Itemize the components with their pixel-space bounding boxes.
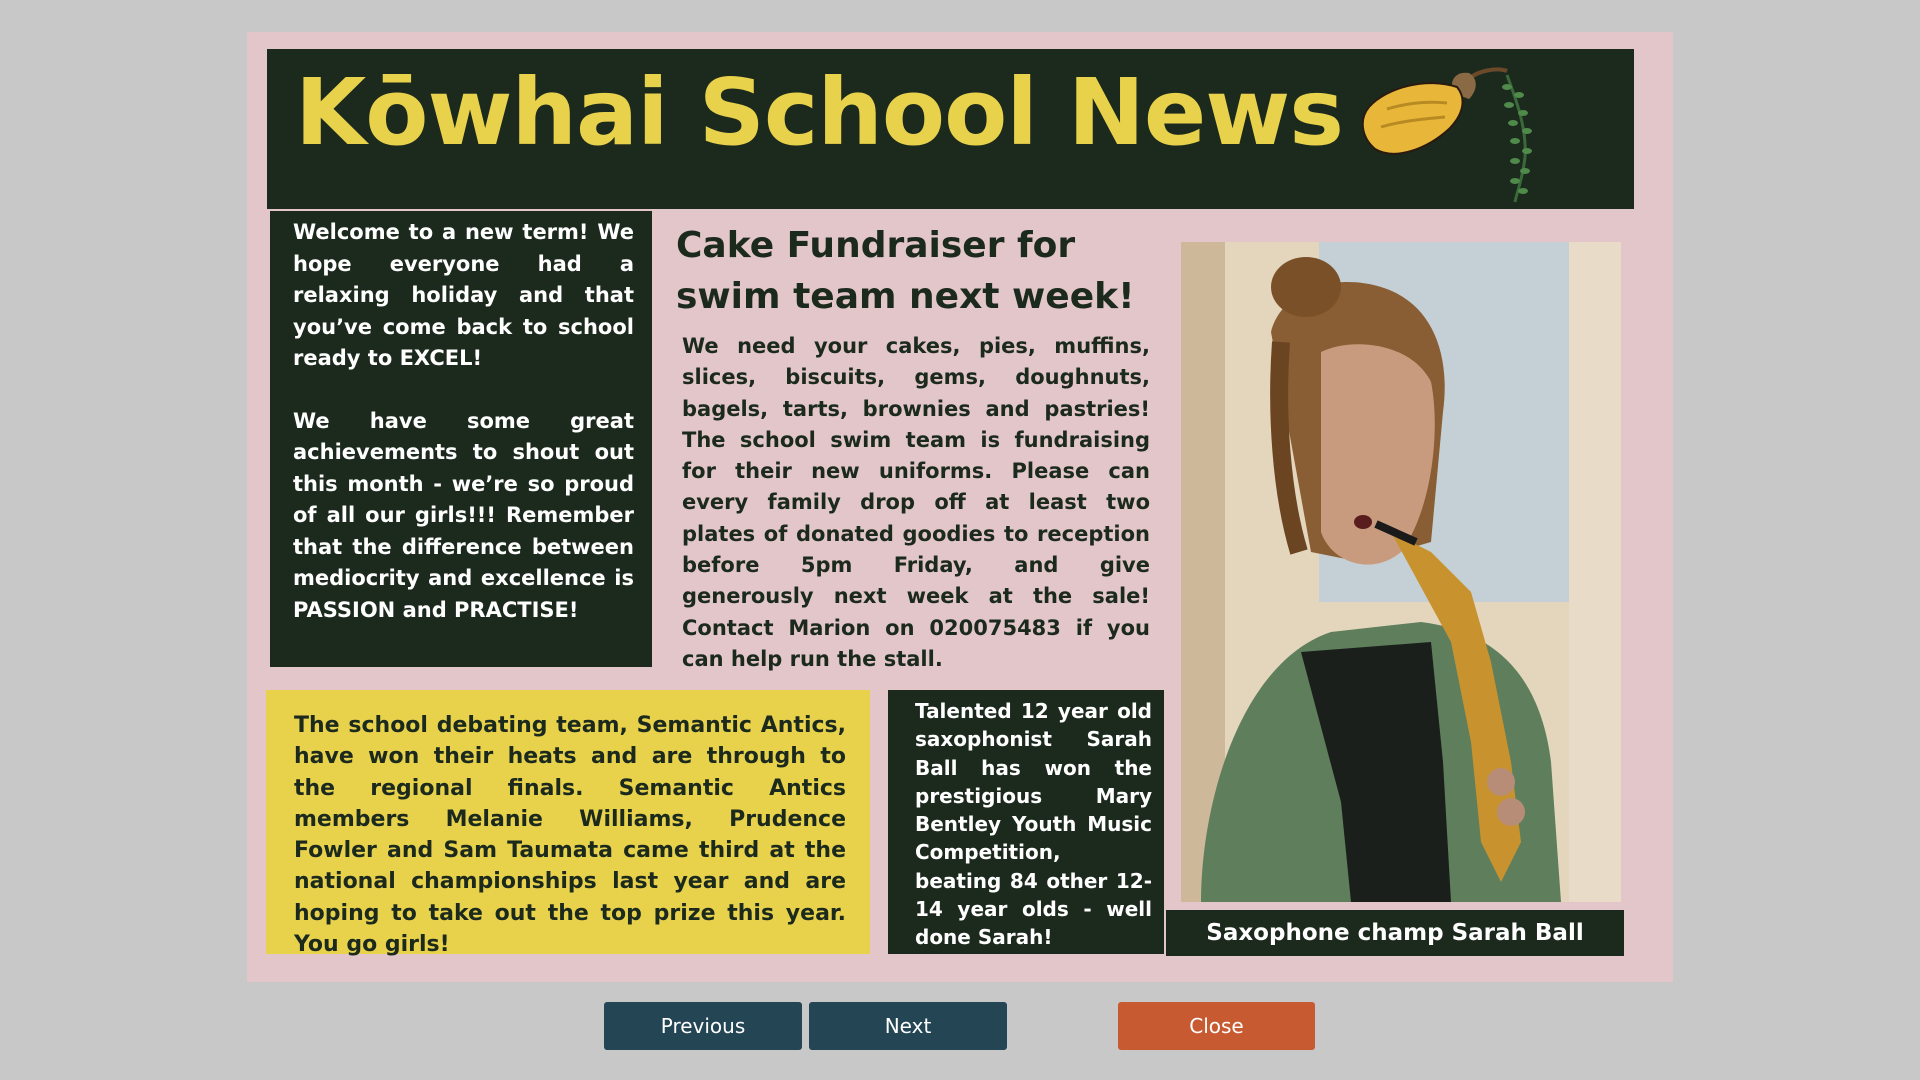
welcome-article [270,211,652,667]
close-button[interactable]: Close [1118,1002,1315,1050]
masthead [267,49,1634,209]
photo-caption: Saxophone champ Sarah Ball [1166,910,1624,956]
cake-fundraiser-headline: Cake Fundraiser for swim team next week! [676,225,1135,317]
achievements-paragraph: We have some great achievements to shout out this month - we’re so proud of all our girls!!! Remember that the difference between mediocrity and excellence is PASSION and PRACTISE! [293,408,634,622]
next-button[interactable]: Next [809,1002,1007,1050]
newsletter-title: Kōwhai School News [295,59,1344,166]
kowhai-flower-icon [1357,57,1557,205]
sarah-ball-photo [1181,242,1621,902]
cake-fundraiser-body: We need your cakes, pies, muffins, slices, biscuits, gems, doughnuts, bagels, tarts, brownies and pastries! The school swim team is fundraising for their new uniforms. Please can every family drop off at least two plates of donated goodies to reception before 5pm Friday, and give generously next week at the sale! Contact Marion on 020075483 if you can help run the stall. [682,334,1150,671]
saxophonist-illustration [1181,242,1621,902]
debate-body: The school debating team, Semantic Antics, have won their heats and are through to the regional finals. Semantic Antics members Melanie Williams, Prudence Fowler and Sam Taumata came third at the national championships last year and are hoping to take out the top prize this year. You go girls! [294,713,846,958]
welcome-paragraph: Welcome to a new term! We hope everyone had a relaxing holiday and that you’ve come back to school ready to EXCEL! [293,220,634,370]
saxophone-article [888,690,1164,954]
debate-article [266,690,870,958]
previous-button[interactable]: Previous [604,1002,802,1050]
saxophone-body: Talented 12 year old saxophonist Sarah Ball has won the prestigious Mary Bentley Youth Music Competition, beating 84 other 12-14 year olds - well done Sarah! [915,699,1152,950]
